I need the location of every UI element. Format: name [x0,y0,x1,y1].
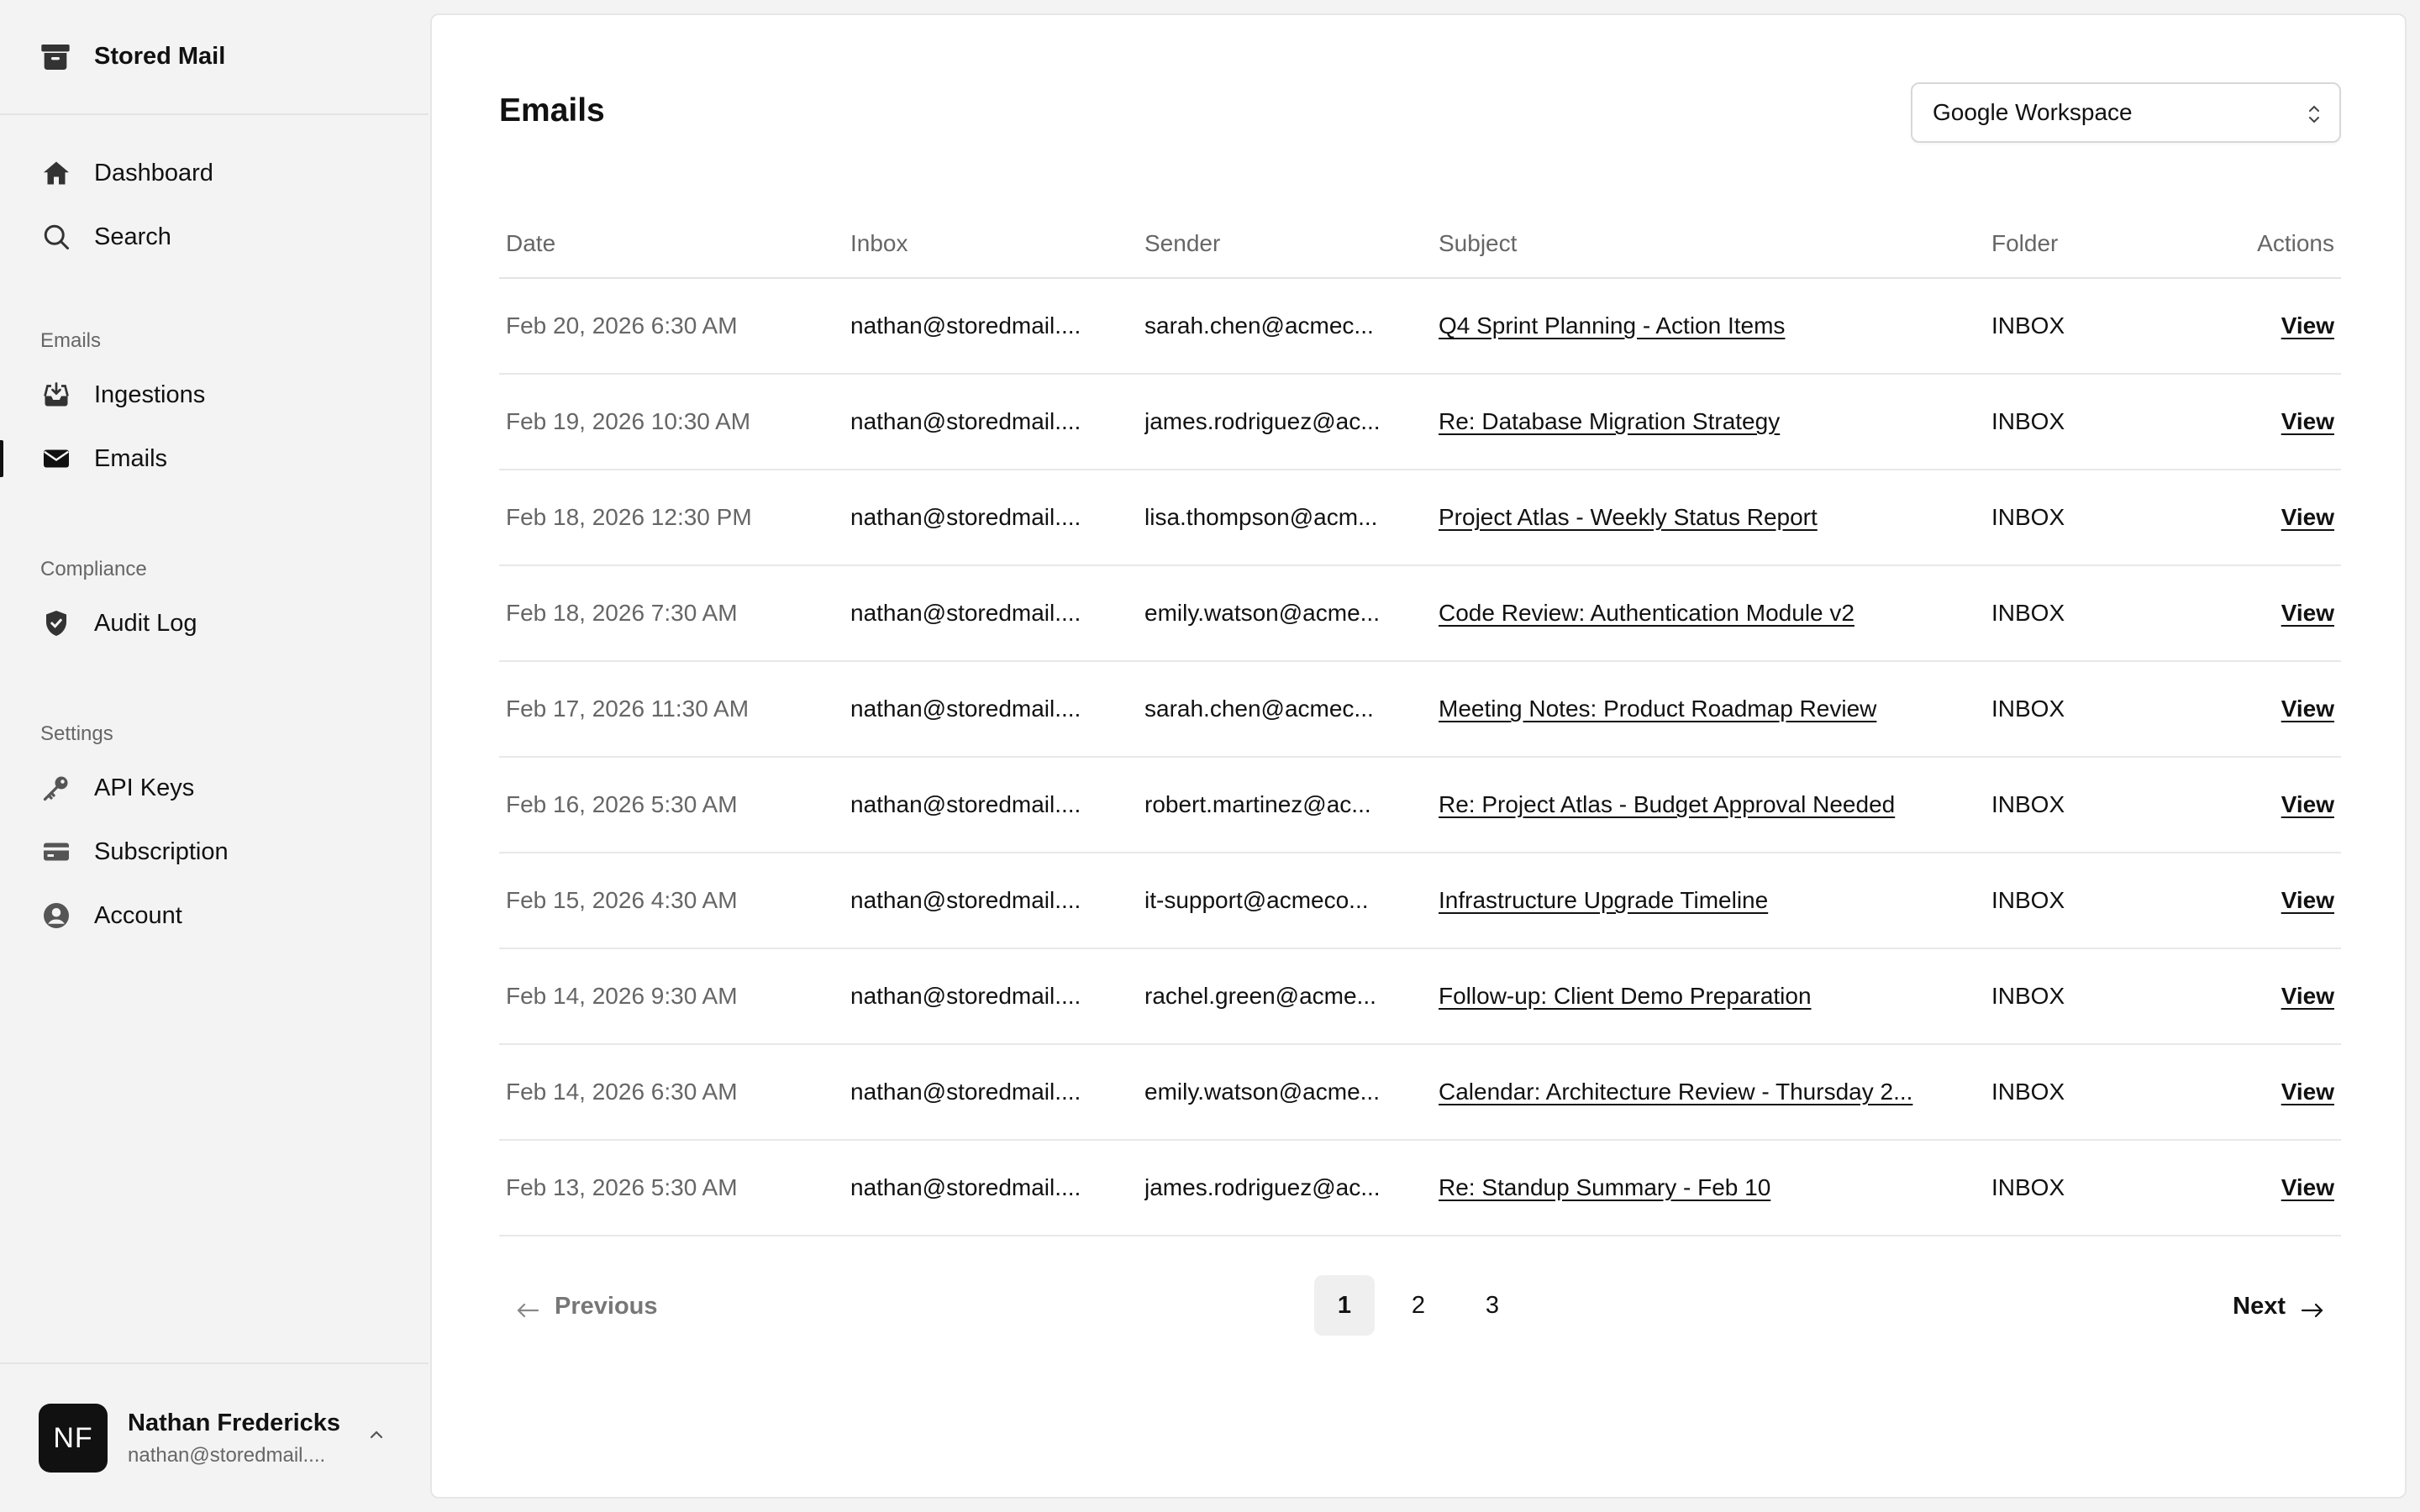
page-button-2[interactable]: 2 [1411,1291,1426,1319]
sidebar-item-label: Dashboard [94,159,213,186]
arrow-right-icon [2301,1298,2324,1315]
main-panel [430,13,2407,1499]
cell-folder: INBOX [1991,504,2065,530]
subject-link[interactable]: Code Review: Authentication Module v2 [1439,600,1854,626]
chevron-up-icon[interactable] [366,1425,387,1445]
view-link[interactable]: View [2281,791,2334,817]
table-row [499,566,2341,662]
col-header-sender: Sender [1144,230,1221,256]
emails-section [0,324,429,491]
cell-date: Feb 15, 2026 4:30 AM [506,887,738,913]
view-link[interactable]: View [2281,504,2334,530]
col-header-date: Date [506,230,556,256]
cell-folder: INBOX [1991,408,2065,434]
page-button-1[interactable]: 1 [1314,1275,1375,1336]
cell-folder: INBOX [1991,791,2065,817]
table-row [499,1045,2341,1141]
envelope-icon [40,443,72,475]
user-info [128,1410,340,1467]
cell-date: Feb 13, 2026 5:30 AM [506,1174,738,1200]
table-header [499,210,2341,279]
cell-folder: INBOX [1991,696,2065,722]
view-link[interactable]: View [2281,1174,2334,1200]
next-label: Next [2233,1292,2286,1320]
sidebar-item-label: Search [94,223,171,250]
sidebar-item-subscription[interactable] [0,820,429,884]
sidebar-item-search[interactable] [0,205,429,269]
sidebar-item-label: Account [94,901,182,929]
pagination [499,1275,2341,1337]
cell-date: Feb 14, 2026 6:30 AM [506,1079,738,1105]
page-button-3[interactable]: 3 [1485,1291,1500,1319]
cell-sender: emily.watson@acme... [1144,1079,1380,1105]
cell-sender: sarah.chen@acmec... [1144,696,1374,722]
arrow-left-icon [516,1298,539,1315]
sidebar-item-dashboard[interactable] [0,141,429,205]
cell-inbox: nathan@storedmail.... [850,504,1081,530]
sidebar-item-ingestions[interactable] [0,363,429,427]
sidebar-item-label: API Keys [94,774,195,801]
table-row [499,853,2341,949]
cell-date: Feb 14, 2026 9:30 AM [506,983,738,1009]
col-header-folder: Folder [1991,230,2059,256]
cell-inbox: nathan@storedmail.... [850,696,1081,722]
cell-sender: robert.martinez@ac... [1144,791,1371,817]
subject-link[interactable]: Q4 Sprint Planning - Action Items [1439,312,1786,339]
sidebar-item-label: Ingestions [94,381,206,408]
brand[interactable] [0,0,429,115]
home-icon [40,157,72,189]
cell-inbox: nathan@storedmail.... [850,1079,1081,1105]
cell-inbox: nathan@storedmail.... [850,983,1081,1009]
cell-date: Feb 18, 2026 7:30 AM [506,600,738,626]
compliance-section [0,553,429,655]
cell-date: Feb 18, 2026 12:30 PM [506,504,752,530]
sidebar-item-audit-log[interactable] [0,591,429,655]
view-link[interactable]: View [2281,312,2334,339]
search-icon [40,221,72,253]
sidebar [0,0,429,1512]
user-email: nathan@storedmail.... [128,1443,326,1467]
view-link[interactable]: View [2281,408,2334,434]
view-link[interactable]: View [2281,887,2334,913]
subject-link[interactable]: Infrastructure Upgrade Timeline [1439,887,1769,913]
subject-link[interactable]: Re: Project Atlas - Budget Approval Needed [1439,791,1896,817]
avatar: NF [39,1404,108,1473]
sidebar-item-api-keys[interactable] [0,756,429,820]
cell-folder: INBOX [1991,887,2065,913]
primary-nav [0,141,429,269]
sidebar-item-label: Subscription [94,837,229,865]
cell-inbox: nathan@storedmail.... [850,1174,1081,1200]
cell-inbox: nathan@storedmail.... [850,791,1081,817]
subject-link[interactable]: Calendar: Architecture Review - Thursday 2... [1439,1079,1913,1105]
cell-folder: INBOX [1991,1079,2065,1105]
page-numbers [1314,1275,1536,1336]
key-icon [40,772,72,804]
cell-sender: sarah.chen@acmec... [1144,312,1374,339]
table-row [499,470,2341,566]
subject-link[interactable]: Meeting Notes: Product Roadmap Review [1439,696,1877,722]
chevron-up-down-icon [2304,101,2324,128]
shield-check-icon [40,607,72,639]
cell-sender: rachel.green@acme... [1144,983,1376,1009]
subject-link[interactable]: Project Atlas - Weekly Status Report [1439,504,1818,530]
section-label-settings: Settings [40,722,113,745]
next-button[interactable] [2233,1275,2324,1337]
table-row [499,758,2341,853]
cell-date: Feb 16, 2026 5:30 AM [506,791,738,817]
credit-card-icon [40,836,72,868]
cell-sender: james.rodriguez@ac... [1144,1174,1381,1200]
settings-section [0,717,429,948]
cell-folder: INBOX [1991,983,2065,1009]
cell-folder: INBOX [1991,1174,2065,1200]
sidebar-item-label: Audit Log [94,609,197,637]
cell-folder: INBOX [1991,312,2065,339]
col-header-subject: Subject [1439,230,1518,256]
view-link[interactable]: View [2281,983,2334,1009]
view-link[interactable]: View [2281,1079,2334,1105]
app-name: Stored Mail [94,43,226,70]
sidebar-item-emails[interactable] [0,427,429,491]
subject-link[interactable]: Re: Standup Summary - Feb 10 [1439,1174,1771,1200]
section-label-compliance: Compliance [40,558,147,580]
archive-icon [39,40,72,74]
inbox-download-icon [40,379,72,411]
cell-date: Feb 19, 2026 10:30 AM [506,408,751,434]
cell-folder: INBOX [1991,600,2065,626]
cell-sender: lisa.thompson@acm... [1144,504,1378,530]
table-row [499,375,2341,470]
view-link[interactable]: View [2281,696,2334,722]
page-title: Emails [499,92,605,129]
table-row [499,1141,2341,1236]
cell-date: Feb 20, 2026 6:30 AM [506,312,738,339]
cell-inbox: nathan@storedmail.... [850,408,1081,434]
subject-link[interactable]: Re: Database Migration Strategy [1439,408,1781,434]
section-label-emails: Emails [40,329,102,352]
provider-select[interactable] [1911,82,2341,143]
sidebar-item-account[interactable] [0,884,429,948]
table-row [499,949,2341,1045]
provider-select-value: Google Workspace [1933,99,2133,125]
cell-sender: emily.watson@acme... [1144,600,1380,626]
cell-inbox: nathan@storedmail.... [850,312,1081,339]
col-header-actions: Actions [2257,230,2334,256]
cell-inbox: nathan@storedmail.... [850,600,1081,626]
sidebar-item-label: Emails [94,444,168,472]
emails-table [499,210,2341,1236]
user-menu[interactable] [0,1362,429,1512]
cell-sender: james.rodriguez@ac... [1144,408,1381,434]
user-circle-icon [40,900,72,932]
user-name: Nathan Fredericks [128,1409,341,1436]
cell-sender: it-support@acmeco... [1144,887,1369,913]
previous-label: Previous [555,1292,658,1320]
cell-date: Feb 17, 2026 11:30 AM [506,696,750,722]
view-link[interactable]: View [2281,600,2334,626]
cell-inbox: nathan@storedmail.... [850,887,1081,913]
table-row [499,279,2341,375]
table-row [499,662,2341,758]
previous-button[interactable] [516,1275,658,1337]
col-header-inbox: Inbox [850,230,908,256]
subject-link[interactable]: Follow-up: Client Demo Preparation [1439,983,1812,1009]
